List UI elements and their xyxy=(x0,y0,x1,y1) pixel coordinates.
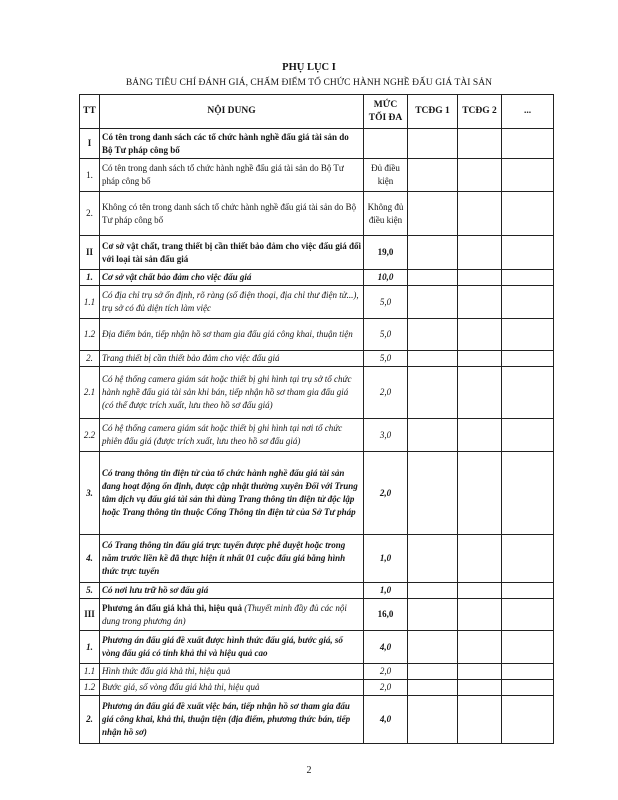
score-cell[interactable] xyxy=(502,583,554,599)
score-cell[interactable] xyxy=(458,159,502,192)
row-max: 3,0 xyxy=(364,419,408,452)
table-row xyxy=(80,583,554,599)
row-tt: I xyxy=(80,129,100,159)
row-content: Có tên trong danh sách các tổ chức hành nghề đấu giá tài sản do Bộ Tư pháp công bố xyxy=(100,129,364,159)
score-cell[interactable] xyxy=(458,351,502,367)
table-row xyxy=(80,599,554,631)
score-cell[interactable] xyxy=(458,192,502,236)
row-tt: 1. xyxy=(80,270,100,286)
score-cell[interactable] xyxy=(408,680,458,696)
row-max: Không đủ điều kiện xyxy=(364,192,408,236)
criteria-table xyxy=(79,94,554,744)
row-content: Phương án đấu giá đề xuất việc bán, tiếp nhận hồ sơ tham gia đấu giá công khai, khả thi, thuận tiện (địa điểm, phương thức bán, tiếp nhận hồ sơ) xyxy=(100,696,364,744)
row-tt: 5. xyxy=(80,583,100,599)
row-max: 5,0 xyxy=(364,351,408,367)
table-row xyxy=(80,535,554,583)
score-cell[interactable] xyxy=(502,535,554,583)
row-content: Có hệ thống camera giám sát hoặc thiết bị ghi hình tại trụ sở tổ chức hành nghề đấu giá tài sản khi bán, tiếp nhận hồ sơ tham gia đấu giá (có thể được trích xuất, lưu theo hồ sơ đấu giá) xyxy=(100,367,364,419)
score-cell[interactable] xyxy=(408,696,458,744)
table-row xyxy=(80,129,554,159)
row-max: 5,0 xyxy=(364,319,408,351)
row-content: Trang thiết bị cần thiết bảo đảm cho việc đấu giá xyxy=(100,351,364,367)
row-max: 4,0 xyxy=(364,696,408,744)
row-content: Không có tên trong danh sách tổ chức hành nghề đấu giá tài sản do Bộ Tư pháp công bố xyxy=(100,192,364,236)
score-cell[interactable] xyxy=(458,367,502,419)
table-row xyxy=(80,351,554,367)
page-number: 2 xyxy=(306,765,312,776)
row-tt: III xyxy=(80,599,100,631)
score-cell[interactable] xyxy=(458,696,502,744)
table-row xyxy=(80,319,554,351)
score-cell[interactable] xyxy=(408,129,458,159)
row-content: Có địa chỉ trụ sở ổn định, rõ ràng (số điện thoại, địa chỉ thư điện tử...), trụ sở có đủ diện tích làm việc xyxy=(100,286,364,319)
row-tt: II xyxy=(80,236,100,270)
score-cell[interactable] xyxy=(408,159,458,192)
row-tt: 2. xyxy=(80,192,100,236)
row-content: Có nơi lưu trữ hồ sơ đấu giá xyxy=(100,583,364,599)
table-row xyxy=(80,631,554,664)
score-cell[interactable] xyxy=(502,159,554,192)
score-cell[interactable] xyxy=(408,631,458,664)
score-cell[interactable] xyxy=(408,583,458,599)
score-cell[interactable] xyxy=(502,129,554,159)
row-content: Có tên trong danh sách tổ chức hành nghề đấu giá tài sản do Bộ Tư pháp công bố xyxy=(100,159,364,192)
score-cell[interactable] xyxy=(408,367,458,419)
header-more: ... xyxy=(502,95,554,129)
score-cell[interactable] xyxy=(502,319,554,351)
score-cell[interactable] xyxy=(502,696,554,744)
score-cell[interactable] xyxy=(502,664,554,680)
score-cell[interactable] xyxy=(408,270,458,286)
row-content: Bước giá, số vòng đấu giá khả thi, hiệu quả xyxy=(100,680,364,696)
row-tt: 4. xyxy=(80,535,100,583)
score-cell[interactable] xyxy=(502,286,554,319)
score-cell[interactable] xyxy=(502,270,554,286)
row-content: Hình thức đấu giá khả thi, hiệu quả xyxy=(100,664,364,680)
row-max: 10,0 xyxy=(364,270,408,286)
score-cell[interactable] xyxy=(408,351,458,367)
row-content: Có trang thông tin điện tử của tổ chức hành nghề đấu giá tài sản đang hoạt động ổn định, được cập nhật thường xuyên Đối với Trung tâm dịch vụ đấu giá tài sản thì dùng Trang thông tin điện tử độc lập hoặc Trang thông tin thuộc Cổng Thông tin điện tử của Sở Tư pháp xyxy=(100,452,364,535)
row-max: 4,0 xyxy=(364,631,408,664)
table-row xyxy=(80,286,554,319)
score-cell[interactable] xyxy=(458,286,502,319)
row-max: 16,0 xyxy=(364,599,408,631)
table-row xyxy=(80,159,554,192)
score-cell[interactable] xyxy=(458,583,502,599)
row-content: Có Trang thông tin đấu giá trực tuyến được phê duyệt hoặc trong năm trước liền kề đã thực hiện ít nhất 01 cuộc đấu giá bằng hình thức trực tuyến xyxy=(100,535,364,583)
row-max: 2,0 xyxy=(364,452,408,535)
row-max: 1,0 xyxy=(364,583,408,599)
score-cell[interactable] xyxy=(458,319,502,351)
row-tt: 1. xyxy=(80,631,100,664)
table-row xyxy=(80,664,554,680)
row-tt: 3. xyxy=(80,452,100,535)
table-row xyxy=(80,680,554,696)
appendix-title: PHỤ LỤC I xyxy=(282,62,336,73)
row-max: 1,0 xyxy=(364,535,408,583)
table-row xyxy=(80,270,554,286)
score-cell[interactable] xyxy=(408,286,458,319)
table-row xyxy=(80,236,554,270)
score-cell[interactable] xyxy=(502,680,554,696)
score-cell[interactable] xyxy=(458,129,502,159)
row-tt: 1. xyxy=(80,159,100,192)
score-cell[interactable] xyxy=(502,192,554,236)
row-content: Địa điểm bán, tiếp nhận hồ sơ tham gia đấu giá công khai, thuận tiện xyxy=(100,319,364,351)
score-cell[interactable] xyxy=(458,680,502,696)
row-tt: 1.2 xyxy=(80,680,100,696)
header-content: NỘI DUNG xyxy=(100,95,364,129)
row-tt: 2. xyxy=(80,696,100,744)
table-header-row xyxy=(80,95,554,129)
score-cell[interactable] xyxy=(502,631,554,664)
table-row xyxy=(80,419,554,452)
table-row xyxy=(80,452,554,535)
row-tt: 1.1 xyxy=(80,286,100,319)
score-cell[interactable] xyxy=(458,664,502,680)
score-cell[interactable] xyxy=(502,351,554,367)
row-content: Phương án đấu giá đề xuất được hình thức đấu giá, bước giá, số vòng đấu giá có tính khả thi và hiệu quả cao xyxy=(100,631,364,664)
row-max: 2,0 xyxy=(364,664,408,680)
row-tt: 2. xyxy=(80,351,100,367)
header-tcdg1: TCĐG 1 xyxy=(408,95,458,129)
row-content xyxy=(100,599,364,631)
row-content: Cơ sở vật chất, trang thiết bị cần thiết bảo đảm cho việc đấu giá đối với loại tài sản đấu giá xyxy=(100,236,364,270)
table-row xyxy=(80,367,554,419)
score-cell[interactable] xyxy=(408,535,458,583)
row-tt: 1.2 xyxy=(80,319,100,351)
score-cell[interactable] xyxy=(408,664,458,680)
table-row xyxy=(80,192,554,236)
score-cell[interactable] xyxy=(458,270,502,286)
row-max: 2,0 xyxy=(364,680,408,696)
score-cell[interactable] xyxy=(458,631,502,664)
row-content-note: (Thuyết minh đầy đủ các nội dung trong phương án) xyxy=(102,602,347,626)
row-tt: 1.1 xyxy=(80,664,100,680)
score-cell[interactable] xyxy=(458,452,502,535)
row-max: 2,0 xyxy=(364,367,408,419)
table-row xyxy=(80,696,554,744)
score-cell[interactable] xyxy=(502,599,554,631)
row-tt: 2.2 xyxy=(80,419,100,452)
score-cell[interactable] xyxy=(458,535,502,583)
score-cell[interactable] xyxy=(408,599,458,631)
score-cell[interactable] xyxy=(502,236,554,270)
row-content-text: Phương án đấu giá khả thi, hiệu quả xyxy=(102,602,242,613)
row-max xyxy=(364,129,408,159)
score-cell[interactable] xyxy=(458,599,502,631)
row-content: Cơ sở vật chất bảo đảm cho việc đấu giá xyxy=(100,270,364,286)
score-cell[interactable] xyxy=(408,452,458,535)
header-tcdg2: TCĐG 2 xyxy=(458,95,502,129)
score-cell[interactable] xyxy=(502,452,554,535)
row-content: Có hệ thống camera giám sát hoặc thiết bị ghi hình tại nơi tổ chức phiên đấu giá (được trích xuất, lưu theo hồ sơ đấu giá) xyxy=(100,419,364,452)
row-tt: 2.1 xyxy=(80,367,100,419)
score-cell[interactable] xyxy=(458,419,502,452)
row-max: 5,0 xyxy=(364,286,408,319)
score-cell[interactable] xyxy=(502,419,554,452)
score-cell[interactable] xyxy=(502,367,554,419)
score-cell[interactable] xyxy=(408,319,458,351)
score-cell[interactable] xyxy=(408,419,458,452)
row-max: 19,0 xyxy=(364,236,408,270)
score-cell[interactable] xyxy=(408,236,458,270)
row-max: Đủ điều kiện xyxy=(364,159,408,192)
header-max-score: MỨC TỐI ĐA xyxy=(364,95,408,129)
score-cell[interactable] xyxy=(458,236,502,270)
appendix-subtitle: BẢNG TIÊU CHÍ ĐÁNH GIÁ, CHẤM ĐIỂM TỔ CHỨC HÀNH NGHỀ ĐẤU GIÁ TÀI SẢN xyxy=(125,78,493,88)
score-cell[interactable] xyxy=(408,192,458,236)
header-tt: TT xyxy=(80,95,100,129)
